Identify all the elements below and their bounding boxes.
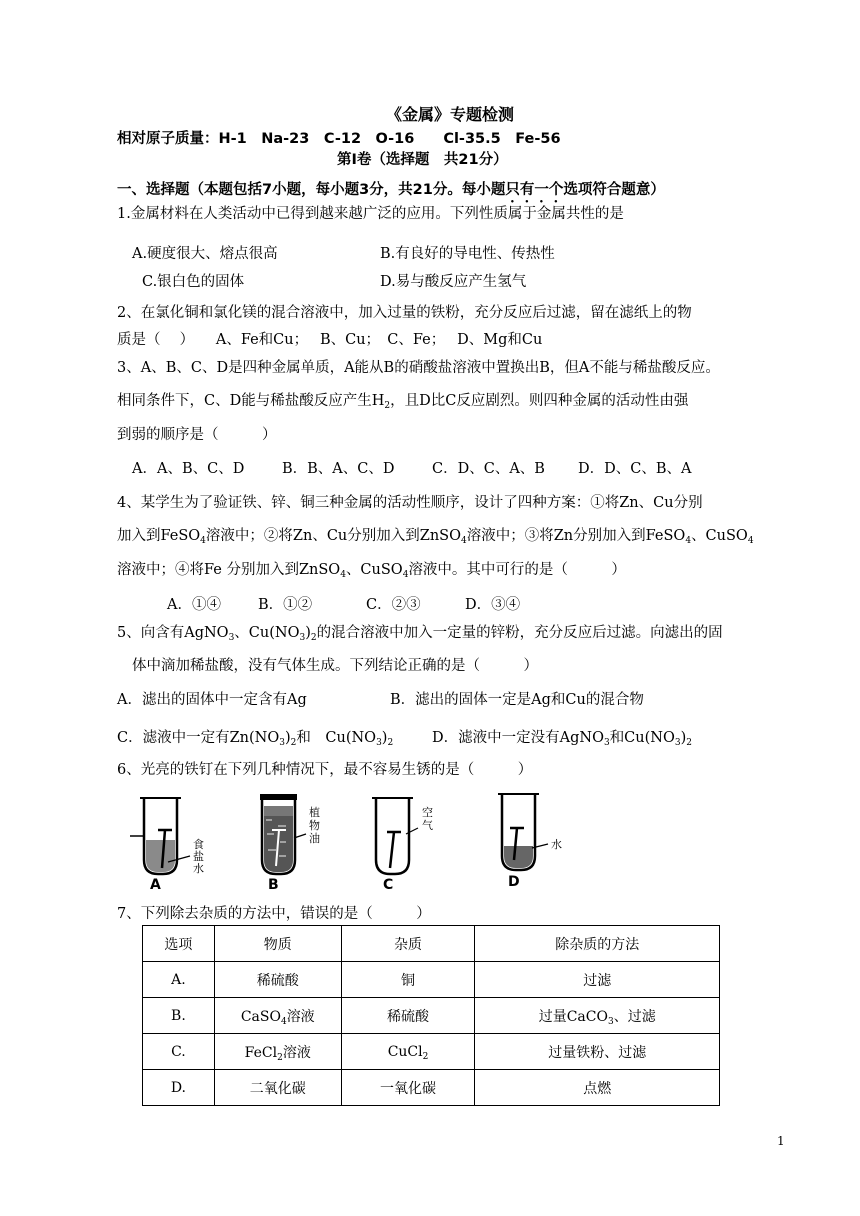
q4-line2-part1: 加入到FeSO: [117, 528, 201, 544]
q7-stem: 7、下列除去杂质的方法中，错误的是（ ）: [117, 906, 431, 922]
q1-option-c: C.银白色的固体: [142, 274, 245, 290]
q4-line3-part3: 溶液中。其中可行的是（ ）: [408, 562, 626, 578]
row-impurity-formula: CuCl: [387, 1043, 423, 1060]
table-row: [143, 1070, 720, 1106]
tube-a: [130, 798, 204, 892]
q3-line2-sub: 2: [384, 401, 391, 411]
q3-line2-text-end: ，且D比C反应剧烈。则四种金属的活动性由强: [390, 393, 689, 409]
row-impurity-sub: 2: [422, 1051, 429, 1062]
q4-line3-part2: 、CuSO: [345, 562, 403, 578]
q1-option-b: B.有良好的导电性、传热性: [380, 246, 555, 262]
q5-option-d: [432, 729, 692, 747]
q5-line2: 体中滴加稀盐酸，没有气体生成。下列结论正确的是（ ）: [132, 658, 538, 674]
row-option: B.: [143, 998, 215, 1034]
tube-c-note-1: 空: [422, 806, 433, 819]
q4-line2-part3: 溶液中；③将Zn分别加入到FeSO: [466, 528, 686, 544]
tube-c-label: C: [383, 877, 394, 892]
q5-line1-sub2: 3: [299, 633, 306, 643]
q4-line2-sub2: 4: [461, 536, 467, 546]
tube-b-note-3: 油: [309, 832, 320, 845]
tube-b-note-1: 植: [309, 806, 320, 819]
q5-c-part4: ): [381, 730, 388, 746]
q3-line2: [117, 392, 688, 410]
row-impurity: 铜: [341, 962, 475, 998]
q2-line2: 质是（ ） A、Fe和Cu； B、Cu； C、Fe； D、Mg和Cu: [117, 332, 543, 348]
header-impurity: 杂质: [341, 926, 475, 962]
q3-option-d: D．D、C、B、A: [578, 461, 692, 477]
q5-option-c: [117, 729, 393, 747]
row-method: 点燃: [475, 1070, 720, 1106]
row-method: [475, 998, 720, 1034]
q4-line2-part4: 、CuSO: [691, 528, 748, 544]
page-number: 1: [777, 1134, 785, 1148]
tube-a-note-2: 盐: [193, 850, 204, 863]
row-method-part1: 过量CaCO: [538, 1008, 608, 1025]
row-method-part2: 、过滤: [613, 1008, 656, 1025]
row-substance-formula: FeCl: [244, 1044, 278, 1061]
q5-c-part1: C．滤液中一定有Zn(NO: [117, 730, 280, 746]
q5-d-sub1: 3: [603, 738, 610, 748]
q5-line1-part2: 、Cu(NO: [234, 625, 300, 641]
row-substance-sub: 4: [280, 1016, 287, 1027]
header-option: 选项: [143, 926, 215, 962]
q5-c-sub3: 3: [376, 738, 382, 748]
row-method: 过量铁粉、过滤: [475, 1034, 720, 1070]
impurity-table: [142, 925, 720, 1106]
q3-option-c: C．D、C、A、B: [432, 461, 545, 477]
header-substance: 物质: [214, 926, 341, 962]
tube-c-note-2: 气: [422, 819, 433, 832]
q5-option-b: B．滤出的固体一定是Ag和Cu的混合物: [390, 692, 644, 708]
q4-line1: 4、某学生为了验证铁、锌、铜三种金属的活动性顺序，设计了四种方案：①将Zn、Cu分别: [117, 495, 703, 511]
q3-option-b: B．B、A、C、D: [282, 461, 395, 477]
q4-option-b: B．①②: [258, 597, 313, 613]
q1-stem: 1.金属材料在人类活动中已得到越来越广泛的应用。下列性质属于金属共性的是: [117, 206, 624, 222]
q4-line2: [117, 527, 754, 545]
q5-option-a: A．滤出的固体中一定含有Ag: [117, 692, 307, 708]
q4-line3-part1: 溶液中；④将Fe 分别加入到ZnSO: [117, 562, 341, 578]
q3-option-a: A．A、B、C、D: [132, 461, 245, 477]
q5-c-sub1: 3: [279, 738, 285, 748]
q4-line3: [117, 561, 626, 579]
row-impurity: 一氧化碳: [341, 1070, 475, 1106]
q5-c-sub4: 2: [387, 738, 394, 748]
q3-line1: 3、A、B、C、D是四种金属单质，A能从B的硝酸盐溶液中置换出B，但A不能与稀盐酸反应。: [117, 360, 720, 376]
tube-d-note-1: 水: [551, 838, 562, 851]
row-option: A.: [143, 962, 215, 998]
q6-stem: 6、光亮的铁钉在下列几种情况下，最不容易生锈的是（ ）: [117, 762, 533, 778]
q5-d-sub2: 3: [674, 738, 681, 748]
row-substance-sub: 2: [277, 1052, 283, 1063]
q5-line1-part3: ): [305, 625, 311, 641]
row-impurity: [341, 1034, 475, 1070]
q5-d-sub3: 2: [686, 738, 692, 748]
q4-line2-part2: 溶液中；②将Zn、Cu分别加入到ZnSO: [205, 528, 461, 544]
row-method-sub: 3: [607, 1016, 614, 1027]
q4-line2-sub1: 4: [200, 536, 206, 546]
q5-line1: [117, 624, 723, 642]
atomic-mass-line: 相对原子质量：H-1 Na-23 C-12 O-16 Cl-35.5 Fe-56: [117, 131, 561, 147]
tube-a-label: A: [150, 877, 161, 892]
tube-b-label: B: [268, 877, 279, 892]
q1-option-a: A.硬度很大、熔点很高: [132, 246, 278, 262]
row-substance-suffix: 溶液: [282, 1044, 311, 1061]
q5-c-sub2: 2: [290, 738, 297, 748]
section1-suffix: 选项符合题意）: [563, 182, 665, 198]
q5-d-part3: ): [680, 730, 687, 746]
table-header-row: [143, 926, 720, 962]
q3-line3: 到弱的顺序是（ ）: [117, 427, 277, 443]
row-method: 过滤: [475, 962, 720, 998]
section1-instruction: [117, 181, 665, 206]
q4-line3-sub1: 4: [340, 570, 346, 580]
q4-option-d: D．③④: [465, 597, 521, 613]
table-row: [143, 962, 720, 998]
q5-line1-part4: 的混合溶液中加入一定量的锌粉，充分反应后过滤。向滤出的固: [316, 625, 723, 641]
table-row: [143, 998, 720, 1034]
section-title: 第Ⅰ卷（选择题 共21分）: [337, 152, 508, 168]
row-impurity: 稀硫酸: [341, 998, 475, 1034]
q4-line3-sub2: 4: [402, 570, 409, 580]
q5-d-part2: 和Cu(NO: [609, 730, 675, 746]
q4-line2-sub4: 4: [747, 536, 754, 546]
section1-emphasis: 只有一个: [505, 182, 564, 198]
row-substance: [214, 998, 341, 1034]
tube-a-note-3: 水: [193, 862, 204, 875]
tube-c: [372, 798, 433, 892]
q1-option-d: D.易与酸反应产生氢气: [380, 274, 527, 290]
q4-option-a: A．①④: [167, 597, 221, 613]
page-title: 《金属》专题检测: [386, 105, 515, 124]
row-substance-suffix: 溶液: [286, 1008, 315, 1025]
q4-option-c: C．②③: [366, 597, 421, 613]
q5-c-part3: 和 Cu(NO: [296, 730, 377, 746]
row-substance: 二氧化碳: [214, 1070, 341, 1106]
q5-line1-part1: 5、向含有AgNO: [117, 625, 229, 641]
q5-line1-sub1: 3: [228, 633, 235, 643]
tube-d-label: D: [508, 874, 520, 890]
table-row: [143, 1034, 720, 1070]
section1-prefix: 一、选择题（本题包括7小题，每小题3分，共21分。每小题: [117, 182, 506, 198]
q5-line1-sub3: 2: [310, 633, 317, 643]
row-substance: 稀硫酸: [214, 962, 341, 998]
tube-d: [498, 794, 562, 890]
row-option: D.: [143, 1070, 215, 1106]
q2-line1: 2、在氯化铜和氯化镁的混合溶液中，加入过量的铁粉，充分反应后过滤，留在滤纸上的物: [117, 305, 692, 321]
row-option: C.: [143, 1034, 215, 1070]
row-substance: [214, 1034, 341, 1070]
row-substance-formula: CaSO: [240, 1008, 281, 1025]
q4-line2-sub3: 4: [685, 536, 692, 546]
q5-c-part2: ): [284, 730, 291, 746]
tube-b: [260, 794, 320, 892]
q3-line2-text: 相同条件下，C、D能与稀盐酸反应产生H: [117, 393, 385, 409]
header-method: 除杂质的方法: [475, 926, 720, 962]
q5-d-part1: D．滤液中一定没有AgNO: [432, 730, 604, 746]
tube-a-note-1: 食: [193, 838, 204, 851]
tube-b-note-2: 物: [309, 819, 320, 832]
test-tube-illustrations: [130, 790, 590, 892]
